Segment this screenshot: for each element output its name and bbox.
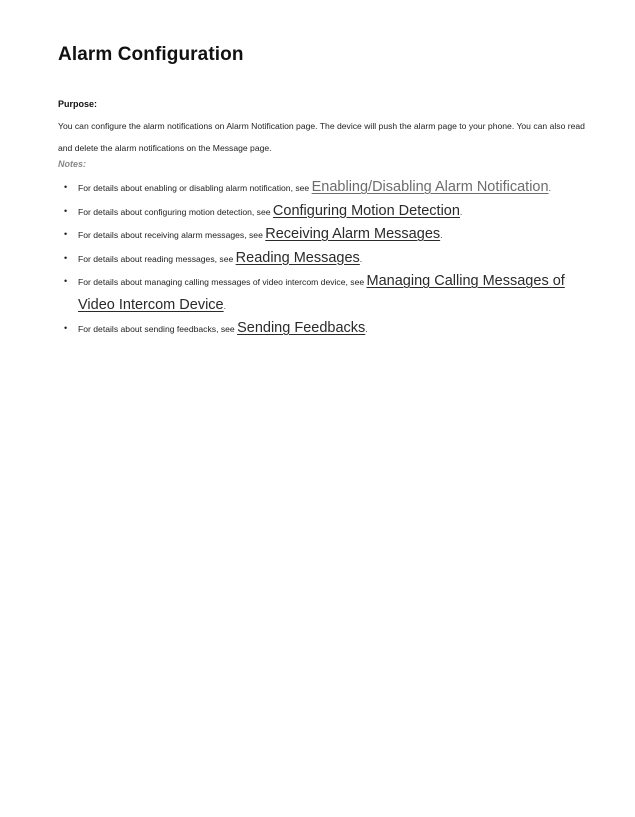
note-suffix: .	[365, 324, 368, 334]
note-text: For details about managing calling messages of video intercom device, see	[78, 277, 367, 287]
note-suffix: .	[359, 253, 363, 264]
page-title: Alarm Configuration	[58, 44, 244, 65]
note-item-enabling	[58, 176, 598, 200]
note-text: For details about enabling or disabling alarm notification, see	[78, 183, 312, 193]
note-suffix: .	[223, 300, 226, 311]
link-receiving-alarm-messages[interactable]: Receiving Alarm Messages	[265, 226, 441, 242]
bullet-icon: •	[64, 276, 68, 286]
note-suffix: .	[548, 183, 551, 193]
link-configuring-motion-detection[interactable]: Configuring Motion Detection	[272, 202, 460, 219]
link-managing-calling-messages[interactable]: Managing Calling Messages of Video Intercom Device	[78, 273, 565, 313]
purpose-label: Purpose:	[58, 99, 98, 109]
bullet-icon: •	[64, 182, 68, 192]
bullet-icon: •	[64, 323, 68, 333]
link-enabling-disabling-alarm-notification[interactable]: Enabling/Disabling Alarm Notification	[311, 179, 549, 195]
note-text: For details about configuring motion detection, see	[78, 206, 273, 217]
purpose-paragraph: You can configure the alarm notifications on Alarm Notification page. The device will push the alarm page to your phone. You can also read and delete the alarm notifications on the Message page.	[58, 121, 585, 153]
note-text: For details about receiving alarm messages, see	[78, 230, 266, 240]
note-item-receiving-alarm	[58, 223, 598, 247]
note-item-motion-detection	[58, 200, 598, 224]
note-text: For details about sending feedbacks, see	[78, 324, 238, 334]
notes-label: Notes:	[58, 159, 87, 169]
note-text: For details about reading messages, see	[78, 253, 236, 264]
notes-list	[58, 176, 598, 341]
link-reading-messages[interactable]: Reading Messages	[235, 249, 360, 266]
bullet-icon: •	[64, 205, 68, 216]
note-suffix: .	[459, 206, 463, 217]
bullet-icon: •	[64, 252, 68, 263]
note-item-reading-messages	[58, 247, 598, 271]
bullet-icon: •	[64, 229, 68, 239]
note-item-sending-feedbacks	[58, 317, 598, 341]
note-suffix: .	[440, 230, 443, 240]
link-sending-feedbacks[interactable]: Sending Feedbacks	[237, 320, 366, 336]
note-item-calling-messages	[58, 270, 598, 317]
